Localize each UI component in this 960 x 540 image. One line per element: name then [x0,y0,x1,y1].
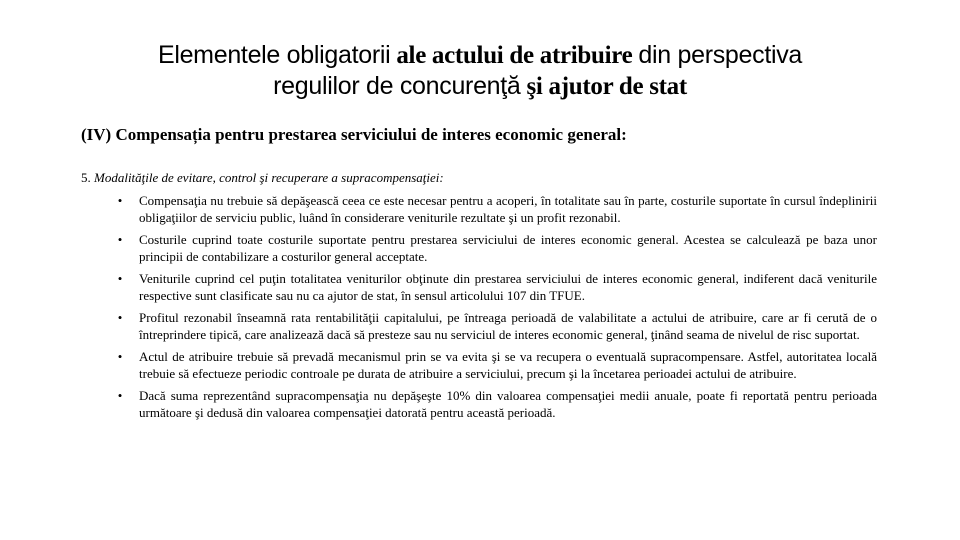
bullet-icon: • [117,388,123,403]
list-item [115,349,877,382]
bullet-list [115,193,877,427]
bullet-icon: • [117,232,123,247]
list-item-text: Costurile cuprind toate costurile suportate pentru prestarea serviciului de interes economic general. Acestea se calculează pe baza unor principii de contabilizare a costurilor general acceptate. [139,232,877,264]
bullet-icon: • [117,349,123,364]
subheading-text: Modalităţile de evitare, control şi recuperare a supracompensaţiei: [94,170,444,185]
section-heading: (IV) Compensația pentru prestarea serviciului de interes economic general: [81,125,627,144]
list-item-text: Compensaţia nu trebuie să depăşească ceea ce este necesar pentru a acoperi, în totalitate sau în parte, costurile suportate în cursul îndeplinirii obligaţiilor de serviciu public, luând în considerare veniturile rezultate şi un profit rezonabil. [139,193,877,225]
list-item [115,271,877,304]
title-part: regulilor de concurenţă [273,72,521,100]
bullet-icon: • [117,310,123,325]
list-item [115,388,877,421]
bullet-icon: • [117,271,123,286]
list-item-text: Dacă suma reprezentând supracompensaţia nu depăşeşte 10% din valoarea compensaţiei medii anuale, poate fi reportată pentru perioada următoare şi dedusă din valoarea compensaţiei datorată pentru această perioadă. [139,388,877,420]
list-item [115,232,877,265]
list-item-text: Profitul rezonabil înseamnă rata rentabilităţii capitalului, pe întreaga perioadă de valabilitate a actului de atribuire, care ar fi cerută de o întreprindere tipică, care analizează dacă să presteze sau nu serviciul de interes economic general, ţinând seama de nivelul de risc suportat. [139,310,877,342]
slide-title [60,40,900,102]
title-part: ale actului de atribuire [396,42,633,69]
list-item [115,310,877,343]
title-part: din perspectiva [638,41,803,69]
bullet-icon: • [117,193,123,208]
subheading [81,170,444,186]
subheading-number: 5. [81,170,91,185]
list-item-text: Actul de atribuire trebuie să prevadă mecanismul prin se va evita şi se va recupera o eventuală supracompensare. Astfel, autoritatea locală trebuie să efectueze periodic controale pe durata de atribuire a serviciului, precum şi la încetarea perioadei actului de atribuire. [139,349,877,381]
list-item-text: Veniturile cuprind cel puţin totalitatea veniturilor obţinute din prestarea serviciului de interes economic general, indiferent dacă veniturile respective sunt clasificate sau nu ca ajutor de stat, în sensul articolului 107 din TFUE. [139,271,877,303]
list-item [115,193,877,226]
title-part: şi ajutor de stat [526,73,687,100]
title-part: Elementele obligatorii [157,41,391,69]
